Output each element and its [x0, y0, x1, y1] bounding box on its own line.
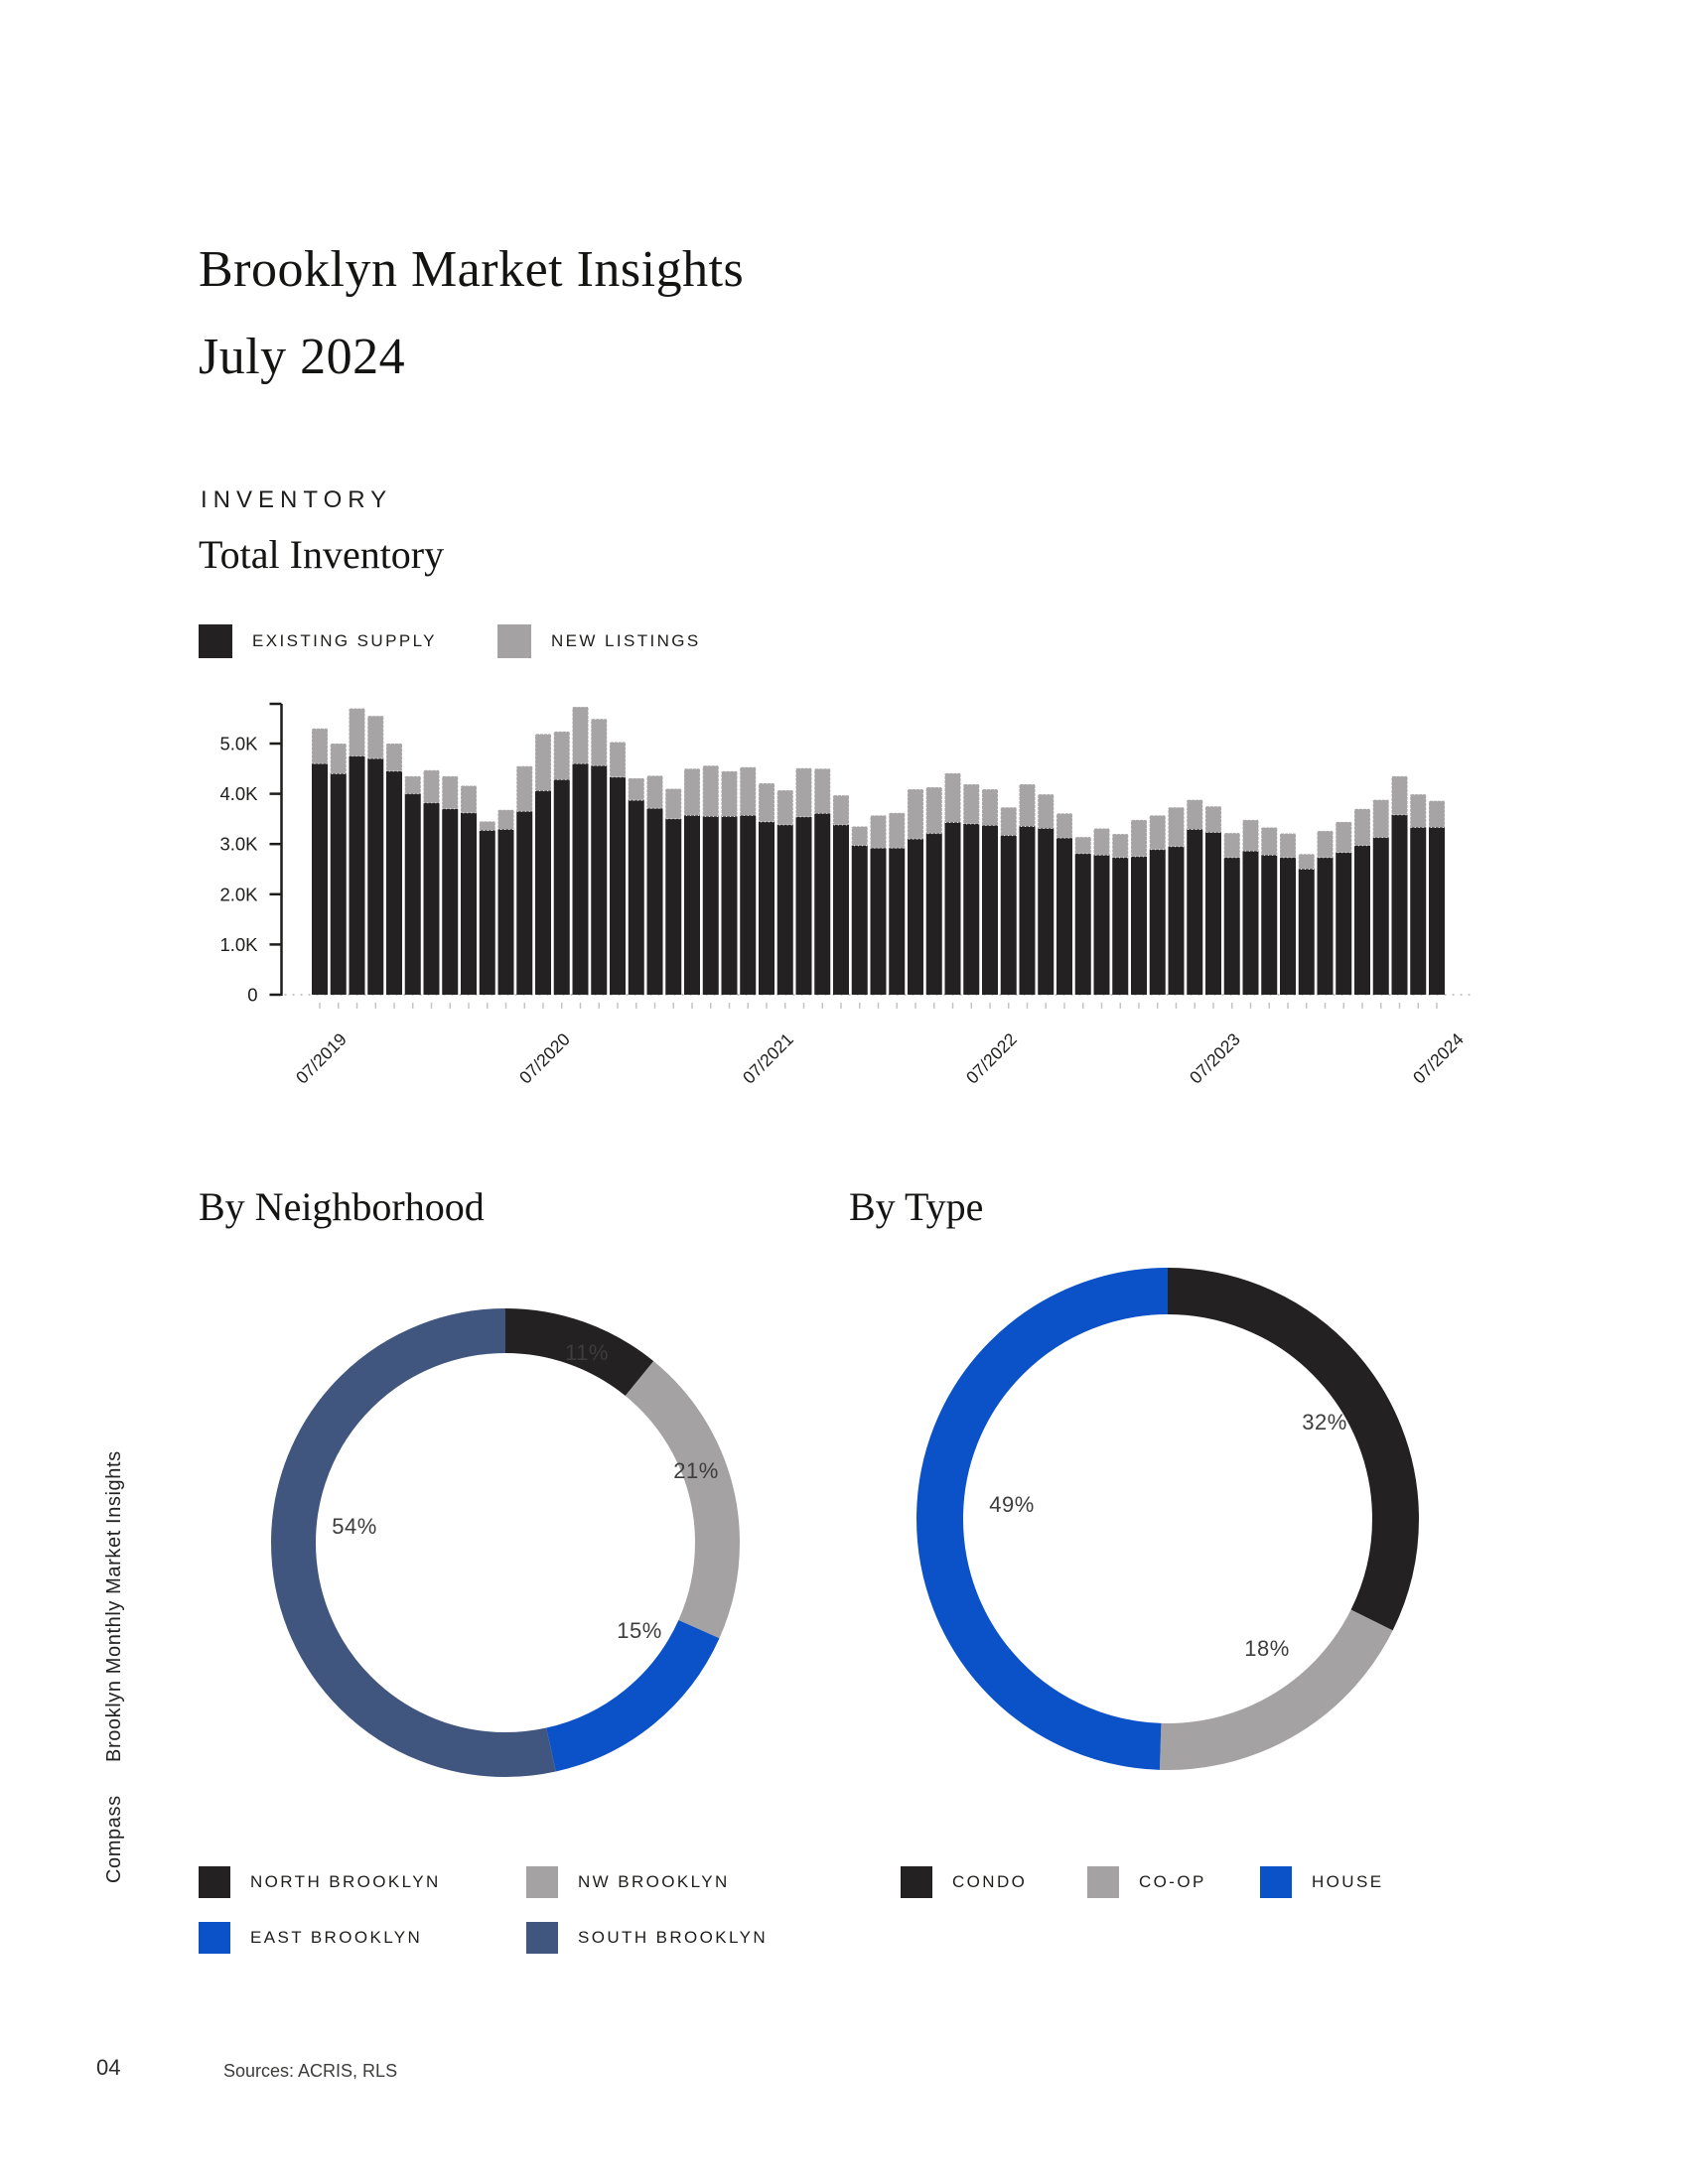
bar-existing-04/2021 — [703, 816, 719, 995]
bar-new-07/2024 — [1429, 801, 1445, 828]
legend-swatch — [901, 1866, 932, 1898]
bar-new-01/2024 — [1318, 831, 1334, 858]
svg-text:07/2020: 07/2020 — [514, 1028, 574, 1088]
bar-existing-07/2022 — [982, 825, 998, 995]
bar-existing-01/2020 — [424, 803, 440, 995]
bar-new-03/2020 — [461, 786, 477, 813]
bar-existing-09/2020 — [573, 763, 589, 995]
sidebar-brand: Compass — [103, 1795, 125, 1883]
bar-new-05/2020 — [498, 810, 514, 830]
bar-new-05/2022 — [945, 773, 961, 823]
bar-existing-11/2023 — [1280, 858, 1296, 995]
bar-new-07/2021 — [759, 783, 774, 822]
svg-text:4.0K: 4.0K — [219, 783, 258, 805]
bar-new-12/2023 — [1299, 854, 1315, 869]
bar-existing-04/2020 — [480, 831, 495, 995]
bar-existing-12/2019 — [405, 794, 421, 995]
total-inventory-heading: Total Inventory — [199, 532, 445, 577]
bar-new-05/2024 — [1392, 776, 1408, 815]
bar-existing-02/2021 — [665, 819, 681, 995]
bar-new-02/2022 — [889, 813, 905, 848]
legend-north-brooklyn — [199, 1866, 441, 1898]
bar-existing-08/2022 — [1001, 836, 1017, 995]
total-inventory-bar-chart — [149, 675, 1559, 1117]
legend-label: EAST BROOKLYN — [250, 1928, 423, 1947]
bar-new-11/2021 — [833, 795, 849, 825]
bar-new-08/2021 — [777, 790, 793, 825]
bar-existing-06/2023 — [1187, 830, 1202, 995]
bar-new-11/2022 — [1056, 813, 1072, 838]
bar-existing-10/2021 — [814, 813, 830, 995]
pct-label-north-brooklyn: 11% — [565, 1340, 609, 1365]
bar-new-07/2019 — [312, 729, 328, 763]
pct-label-condo: 32% — [1302, 1410, 1347, 1434]
bar-existing-03/2022 — [908, 839, 923, 995]
pct-label-co-op: 18% — [1244, 1636, 1290, 1661]
bar-existing-04/2023 — [1150, 850, 1166, 995]
bar-new-12/2022 — [1075, 837, 1091, 854]
legend-condo — [901, 1866, 1027, 1898]
page-title — [199, 226, 744, 401]
bar-existing-10/2023 — [1261, 855, 1277, 995]
bar-existing-08/2019 — [331, 773, 347, 995]
bar-existing-12/2021 — [852, 846, 868, 995]
legend-south-brooklyn — [526, 1922, 768, 1954]
bar-new-08/2019 — [331, 744, 347, 773]
existing-supply-label: EXISTING SUPPLY — [252, 631, 437, 650]
bar-existing-09/2021 — [796, 817, 812, 995]
bar-existing-02/2022 — [889, 848, 905, 995]
legend-swatch — [199, 1922, 230, 1954]
bar-new-02/2020 — [442, 776, 458, 809]
svg-text:07/2019: 07/2019 — [291, 1028, 351, 1088]
bar-new-07/2020 — [535, 734, 551, 790]
bar-new-03/2021 — [684, 768, 700, 815]
bar-existing-06/2024 — [1410, 828, 1426, 995]
bar-new-11/2020 — [610, 742, 626, 776]
bar-existing-08/2020 — [554, 779, 570, 995]
legend-nw-brooklyn — [526, 1866, 730, 1898]
bar-new-05/2021 — [722, 771, 738, 817]
legend-swatch — [1260, 1866, 1292, 1898]
bar-existing-10/2019 — [367, 758, 383, 995]
bar-existing-07/2020 — [535, 791, 551, 995]
bar-new-09/2021 — [796, 768, 812, 817]
bar-existing-03/2021 — [684, 815, 700, 995]
bar-existing-02/2020 — [442, 809, 458, 995]
legend-label: NORTH BROOKLYN — [250, 1872, 441, 1891]
bar-new-01/2023 — [1094, 829, 1110, 856]
bar-existing-08/2023 — [1224, 858, 1240, 995]
bar-new-10/2022 — [1038, 794, 1054, 828]
bar-existing-02/2023 — [1112, 858, 1128, 995]
pct-label-south-brooklyn: 54% — [332, 1514, 377, 1539]
bar-existing-12/2022 — [1075, 854, 1091, 995]
bar-existing-12/2020 — [629, 800, 644, 995]
bar-new-12/2021 — [852, 826, 868, 845]
bar-existing-04/2022 — [926, 834, 942, 995]
page-title-line1: Brooklyn Market Insights — [199, 241, 745, 298]
bar-existing-09/2023 — [1243, 851, 1259, 995]
bar-existing-12/2023 — [1299, 870, 1315, 996]
bar-existing-04/2024 — [1373, 838, 1389, 995]
bar-existing-06/2021 — [740, 815, 756, 995]
bar-new-08/2022 — [1001, 807, 1017, 835]
bar-existing-05/2023 — [1169, 847, 1185, 995]
bar-new-01/2022 — [871, 815, 887, 848]
bar-new-03/2022 — [908, 789, 923, 839]
bar-existing-07/2021 — [759, 822, 774, 995]
page-title-line2: July 2024 — [199, 329, 406, 385]
bar-existing-07/2019 — [312, 763, 328, 995]
bar-new-08/2020 — [554, 732, 570, 780]
pct-label-house: 49% — [989, 1492, 1035, 1517]
bar-existing-01/2021 — [647, 808, 663, 995]
bar-existing-06/2022 — [963, 824, 979, 995]
new-listings-label: NEW LISTINGS — [551, 631, 701, 650]
legend-label: SOUTH BROOKLYN — [578, 1928, 769, 1947]
legend-label: HOUSE — [1312, 1872, 1384, 1891]
bar-existing-03/2023 — [1131, 857, 1147, 995]
bar-existing-03/2024 — [1354, 846, 1370, 995]
legend-label: NW BROOKLYN — [578, 1872, 730, 1891]
bar-new-04/2022 — [926, 787, 942, 834]
bar-new-07/2023 — [1205, 806, 1221, 832]
bar-new-06/2023 — [1187, 800, 1202, 830]
sources-note: Sources: ACRIS, RLS — [223, 2061, 398, 2081]
sidebar-report-name: Brooklyn Monthly Market Insights — [103, 1450, 125, 1762]
bar-new-12/2020 — [629, 778, 644, 800]
bar-existing-05/2024 — [1392, 815, 1408, 995]
bar-new-06/2021 — [740, 767, 756, 816]
by-neighborhood-heading: By Neighborhood — [199, 1184, 485, 1229]
bar-existing-11/2020 — [610, 777, 626, 995]
bar-existing-10/2022 — [1038, 829, 1054, 995]
bar-new-10/2019 — [367, 716, 383, 758]
bar-new-01/2020 — [424, 770, 440, 803]
bar-existing-01/2022 — [871, 848, 887, 995]
bar-new-01/2021 — [647, 775, 663, 808]
svg-text:2.0K: 2.0K — [219, 884, 258, 905]
bar-existing-07/2023 — [1205, 833, 1221, 995]
bar-new-09/2023 — [1243, 820, 1259, 851]
bar-existing-02/2024 — [1336, 853, 1351, 995]
bar-existing-06/2020 — [516, 811, 532, 995]
bar-new-07/2022 — [982, 789, 998, 825]
svg-text:07/2022: 07/2022 — [961, 1028, 1021, 1088]
bar-existing-03/2020 — [461, 813, 477, 995]
bar-new-06/2020 — [516, 766, 532, 812]
type-donut-chart — [910, 1261, 1426, 1777]
bar-new-09/2020 — [573, 707, 589, 763]
legend-existing-supply — [199, 624, 437, 658]
svg-text:07/2024: 07/2024 — [1408, 1028, 1468, 1088]
bar-existing-05/2022 — [945, 822, 961, 995]
bar-new-06/2024 — [1410, 794, 1426, 827]
bar-existing-11/2019 — [386, 771, 402, 995]
bar-new-12/2019 — [405, 776, 421, 794]
pct-label-east-brooklyn: 15% — [617, 1618, 662, 1643]
svg-text:07/2023: 07/2023 — [1185, 1028, 1244, 1088]
svg-text:5.0K: 5.0K — [219, 733, 258, 754]
bar-new-06/2022 — [963, 784, 979, 824]
page-number: 04 — [96, 2055, 121, 2080]
bar-new-09/2022 — [1020, 784, 1036, 827]
bar-new-03/2024 — [1354, 809, 1370, 846]
by-type-heading: By Type — [849, 1184, 984, 1229]
bar-existing-07/2024 — [1429, 828, 1445, 995]
bar-new-04/2020 — [480, 821, 495, 830]
bar-new-11/2019 — [386, 744, 402, 771]
legend-co-op — [1087, 1866, 1206, 1898]
bar-new-10/2023 — [1261, 828, 1277, 856]
bar-existing-05/2021 — [722, 816, 738, 995]
bar-new-10/2020 — [591, 719, 607, 765]
legend-label: CO-OP — [1139, 1872, 1206, 1891]
pct-label-nw-brooklyn: 21% — [673, 1458, 719, 1483]
bar-new-03/2023 — [1131, 820, 1147, 857]
section-label: INVENTORY — [201, 486, 393, 513]
bar-new-11/2023 — [1280, 834, 1296, 858]
legend-swatch — [526, 1922, 558, 1954]
svg-text:07/2021: 07/2021 — [738, 1028, 797, 1088]
bar-existing-11/2021 — [833, 825, 849, 995]
bar-new-05/2023 — [1169, 807, 1185, 846]
bar-existing-01/2024 — [1318, 858, 1334, 995]
svg-text:0: 0 — [247, 984, 258, 1006]
bar-new-02/2021 — [665, 789, 681, 819]
svg-text:1.0K: 1.0K — [219, 933, 258, 955]
legend-house — [1260, 1866, 1383, 1898]
bar-new-04/2024 — [1373, 800, 1389, 838]
existing-supply-swatch — [199, 624, 232, 658]
bar-new-04/2021 — [703, 765, 719, 816]
bar-new-04/2023 — [1150, 815, 1166, 849]
bar-new-08/2023 — [1224, 833, 1240, 858]
legend-swatch — [526, 1866, 558, 1898]
bar-new-02/2024 — [1336, 822, 1351, 853]
bar-existing-09/2022 — [1020, 826, 1036, 995]
new-listings-swatch — [497, 624, 531, 658]
svg-text:3.0K: 3.0K — [219, 833, 258, 855]
legend-swatch — [1087, 1866, 1119, 1898]
bar-existing-09/2019 — [350, 756, 365, 995]
bar-existing-10/2020 — [591, 765, 607, 995]
bar-existing-05/2020 — [498, 830, 514, 995]
legend-east-brooklyn — [199, 1922, 422, 1954]
bar-existing-01/2023 — [1094, 855, 1110, 995]
bar-new-09/2019 — [350, 709, 365, 756]
bar-existing-08/2021 — [777, 825, 793, 995]
bar-existing-11/2022 — [1056, 838, 1072, 995]
neighborhood-donut-chart — [247, 1285, 764, 1801]
bar-new-10/2021 — [814, 768, 830, 813]
legend-new-listings — [497, 624, 701, 658]
legend-label: CONDO — [952, 1872, 1028, 1891]
bar-new-02/2023 — [1112, 834, 1128, 858]
legend-swatch — [199, 1866, 230, 1898]
